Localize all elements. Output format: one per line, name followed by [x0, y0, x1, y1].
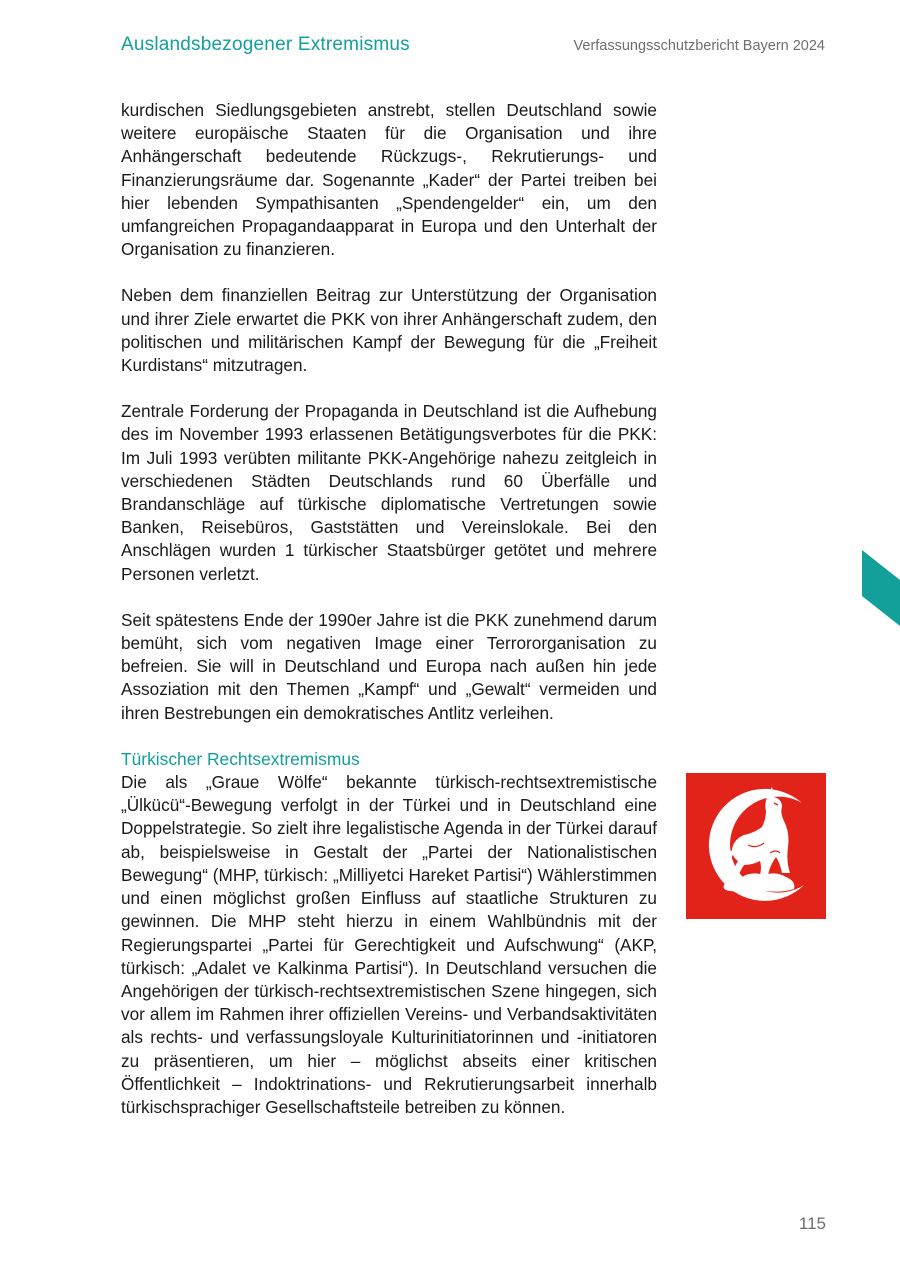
page-number: 115 — [798, 1214, 826, 1233]
section-heading: Türkischer Rechtsextremismus — [121, 748, 360, 769]
paragraph-2: Neben dem finanziellen Beitrag zur Unterstützung der Organisation und ihrer Ziele erwartet die PKK von ihrer Anhängerschaft zudem, den politischen und militärischen Kampf der Bewegung für die „Freiheit Kurdistans“ mitzutragen. — [121, 285, 657, 376]
chapter-tab-icon — [862, 550, 900, 626]
paragraph-1: kurdischen Siedlungsgebieten anstrebt, stellen Deutschland sowie weitere europäische Staaten für die Organisation und ihre Anhängerschaft bedeutende Rückzugs-, Rekrutierungs- und Finanzierungsräume dar. Sogenannte „Kader“ der Partei treiben bei hier lebenden Sympathisanten „Spendengelder“ ein, um den umfangreichen Propagandaapparat in Europa und den Unterhalt der Organisation zu finanzieren. — [121, 100, 657, 260]
header-section-title: Auslandsbezogener Extremismus — [121, 34, 410, 55]
main-content — [121, 99, 657, 1119]
section-body: Die als „Graue Wölfe“ bekannte türkisch-rechtsextremistische „Ülkücü“-Bewegung verfolgt in der Türkei und in Deutschland eine Doppelstrategie. So zielt ihre legalistische Agenda in der Türkei darauf ab, beispielsweise in Gestalt der „Partei der Nationalistischen Bewegung“ (MHP, türkisch: „Milliyetci Hareket Partisi“) Wählerstimmen und einen möglichst großen Einfluss auf staatliche Strukturen zu gewinnen. Die MHP steht hierzu in einem Wahlbündnis mit der Regierungspartei „Partei für Gerechtigkeit und Aufschwung“ (AKP, türkisch: „Adalet ve Kalkinma Partisi“). In Deutschland versuchen die Angehörigen der türkisch-rechtsextremistischen Szene hingegen, sich vor allem im Rahmen ihrer offiziellen Vereins- und Verbandsaktivitäten als rechts- und verfassungsloyale Kulturinitiatorinnen und -initiatoren zu präsentieren, um hier – möglichst abseits einer kritischen Öffentlichkeit – Indoktrinations- und Rekrutierungsarbeit innerhalb türkischsprachiger Gesellschaftsteile betreiben zu können. — [121, 772, 657, 1117]
paragraph-3: Zentrale Forderung der Propaganda in Deutschland ist die Aufhebung des im November 1993 erlassenen Betätigungsverbotes für die PKK: Im Juli 1993 verübten militante PKK-Angehörige nahezu zeitgleich in verschiedenen Städten Deutschlands rund 60 Überfälle und Brandanschläge auf türkische diplomatische Vertretungen sowie Banken, Reisebüros, Gaststätten und Vereinslokale. Bei den Anschlägen wurden 1 türkischer Staatsbürger getötet und mehrere Personen verletzt. — [121, 401, 657, 584]
paragraph-4: Seit spätestens Ende der 1990er Jahre ist die PKK zunehmend darum bemüht, sich vom negativen Image einer Terrororganisation zu befreien. Sie will in Deutschland und Europa nach außen hin jede Assoziation mit den Themen „Kampf“ und „Gewalt“ vermeiden und ihren Bestrebungen ein demokratisches Antlitz verleihen. — [121, 609, 657, 723]
header-report-title: Verfassungsschutzbericht Bayern 2024 — [573, 38, 825, 54]
grey-wolves-emblem-icon — [686, 773, 826, 919]
